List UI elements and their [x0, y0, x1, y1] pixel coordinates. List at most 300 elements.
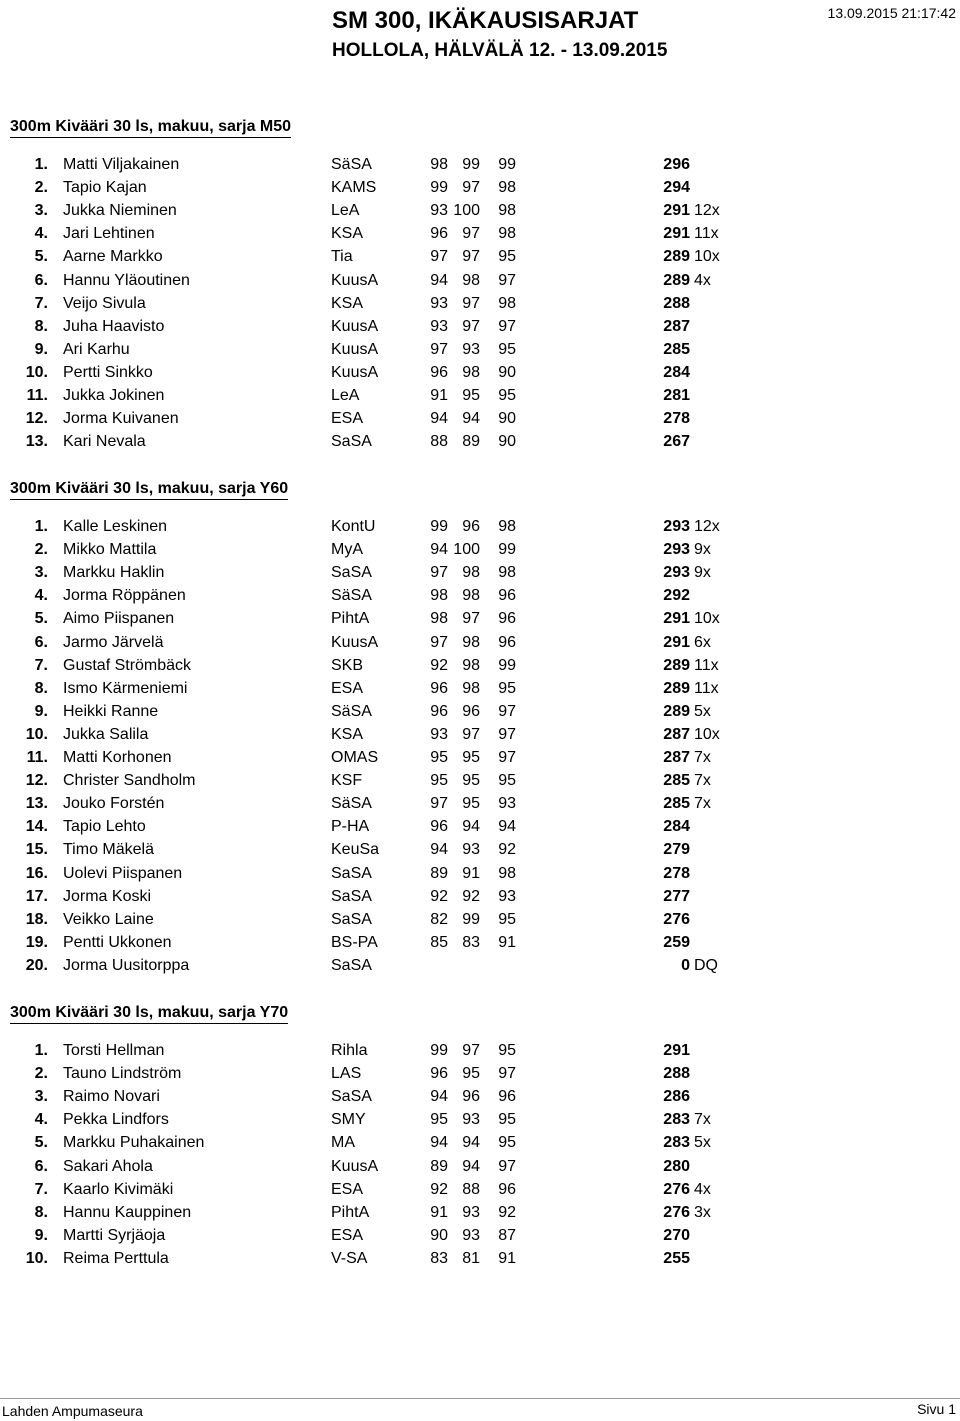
series-1-score: 94 — [430, 1134, 448, 1151]
result-row — [0, 199, 960, 222]
shooter-name: Jukka Salila — [63, 726, 149, 743]
series-3-score: 96 — [498, 634, 516, 651]
series-1-score: 98 — [430, 156, 448, 173]
result-row — [0, 176, 960, 199]
series-3-score: 96 — [498, 587, 516, 604]
rank: 11. — [26, 749, 48, 766]
result-row — [0, 561, 960, 584]
series-2-score: 95 — [462, 387, 480, 404]
series-3-score: 93 — [498, 888, 516, 905]
series-3-score: 95 — [498, 772, 516, 789]
series-2-score: 94 — [462, 1134, 480, 1151]
series-3-score: 96 — [498, 610, 516, 627]
total-score: 276 — [663, 1181, 690, 1198]
series-3-score: 95 — [498, 1042, 516, 1059]
shooter-name: Torsti Hellman — [63, 1042, 165, 1059]
series-3-score: 98 — [498, 179, 516, 196]
tiebreak-note: 11x — [694, 225, 719, 242]
series-1-score: 99 — [430, 518, 448, 535]
rank: 5. — [34, 610, 48, 627]
total-score: 291 — [663, 1042, 690, 1059]
shooter-name: Uolevi Piispanen — [63, 865, 183, 882]
club: KAMS — [331, 179, 377, 196]
total-score: 291 — [663, 634, 690, 651]
rank: 7. — [34, 1181, 48, 1198]
shooter-name: Jukka Nieminen — [63, 202, 177, 219]
shooter-name: Tauno Lindström — [63, 1065, 182, 1082]
series-1-score: 93 — [430, 726, 448, 743]
tiebreak-note: 11x — [694, 680, 719, 697]
series-1-score: 89 — [430, 1158, 448, 1175]
club: KuusA — [331, 341, 379, 358]
total-score: 291 — [663, 610, 690, 627]
series-2-score: 83 — [462, 934, 480, 951]
series-1-score: 99 — [430, 179, 448, 196]
result-row — [0, 1108, 960, 1131]
series-3-score: 96 — [498, 1181, 516, 1198]
series-1-score: 94 — [430, 541, 448, 558]
result-row — [0, 1062, 960, 1085]
section-title: 300m Kivääri 30 ls, makuu, sarja Y70 — [10, 1004, 288, 1024]
shooter-name: Jorma Kuivanen — [63, 410, 179, 427]
series-3-score: 97 — [498, 749, 516, 766]
series-3-score: 98 — [498, 564, 516, 581]
series-2-score: 92 — [462, 888, 480, 905]
series-1-score: 93 — [430, 295, 448, 312]
shooter-name: Markku Puhakainen — [63, 1134, 205, 1151]
rank: 3. — [34, 1088, 48, 1105]
series-3-score: 90 — [498, 410, 516, 427]
series-1-score: 83 — [430, 1250, 448, 1267]
total-score: 280 — [663, 1158, 690, 1175]
shooter-name: Timo Mäkelä — [63, 841, 154, 858]
total-score: 259 — [663, 934, 690, 951]
club: P-HA — [331, 818, 370, 835]
rank: 2. — [34, 179, 48, 196]
series-3-score: 95 — [498, 680, 516, 697]
club: KuusA — [331, 1158, 379, 1175]
series-1-score: 99 — [430, 1042, 448, 1059]
rank: 13. — [25, 795, 48, 812]
shooter-name: Sakari Ahola — [63, 1158, 153, 1175]
club: BS-PA — [331, 934, 378, 951]
tiebreak-note: 6x — [694, 634, 711, 651]
result-row — [0, 1039, 960, 1062]
tiebreak-note: 12x — [694, 202, 720, 219]
rank: 9. — [34, 341, 48, 358]
shooter-name: Pertti Sinkko — [63, 364, 153, 381]
series-1-score: 97 — [430, 248, 448, 265]
club: SKB — [331, 657, 364, 674]
shooter-name: Kaarlo Kivimäki — [63, 1181, 174, 1198]
rank: 4. — [34, 225, 48, 242]
shooter-name: Jorma Koski — [63, 888, 152, 905]
series-2-score: 94 — [462, 410, 480, 427]
total-score: 289 — [663, 703, 690, 720]
shooter-name: Aimo Piispanen — [63, 610, 175, 627]
series-2-score: 93 — [462, 1111, 480, 1128]
total-score: 276 — [663, 911, 690, 928]
rank: 10. — [25, 1250, 48, 1267]
rank: 18. — [25, 911, 48, 928]
rank: 3. — [34, 202, 48, 219]
club: ESA — [331, 410, 364, 427]
result-row — [0, 430, 960, 453]
series-1-score: 85 — [430, 934, 448, 951]
series-3-score: 97 — [498, 272, 516, 289]
series-2-score: 95 — [462, 749, 480, 766]
series-3-score: 98 — [498, 518, 516, 535]
series-2-score: 98 — [462, 657, 480, 674]
shooter-name: Pekka Lindfors — [63, 1111, 169, 1128]
series-2-score: 96 — [462, 703, 480, 720]
club: SäSA — [331, 795, 372, 812]
total-score: 267 — [663, 433, 690, 450]
club: SaSA — [331, 865, 372, 882]
shooter-name: Tapio Kajan — [63, 179, 147, 196]
tiebreak-note: 7x — [694, 772, 711, 789]
series-3-score: 97 — [498, 703, 516, 720]
total-score: 287 — [663, 749, 690, 766]
series-3-score: 98 — [498, 225, 516, 242]
rank: 19. — [25, 934, 48, 951]
shooter-name: Mikko Mattila — [63, 541, 157, 558]
club: ESA — [331, 680, 364, 697]
tiebreak-note: DQ — [694, 957, 718, 974]
shooter-name: Jukka Jokinen — [63, 387, 165, 404]
series-1-score: 96 — [430, 818, 448, 835]
series-3-score: 91 — [498, 1250, 516, 1267]
result-row — [0, 315, 960, 338]
series-1-score: 96 — [430, 1065, 448, 1082]
club: MyA — [331, 541, 363, 558]
series-2-score: 89 — [462, 433, 480, 450]
series-2-score: 97 — [462, 225, 480, 242]
rank: 15. — [25, 841, 48, 858]
rank: 10. — [25, 364, 48, 381]
shooter-name: Kalle Leskinen — [63, 518, 168, 535]
series-1-score: 88 — [430, 433, 448, 450]
shooter-name: Ari Karhu — [63, 341, 130, 358]
club: LeA — [331, 387, 360, 404]
shooter-name: Matti Korhonen — [63, 749, 172, 766]
club: KuusA — [331, 634, 379, 651]
series-1-score: 92 — [430, 657, 448, 674]
result-row — [0, 769, 960, 792]
series-2-score: 95 — [462, 1065, 480, 1082]
total-score: 289 — [663, 272, 690, 289]
total-score: 276 — [663, 1204, 690, 1221]
series-1-score: 95 — [430, 749, 448, 766]
series-3-score: 98 — [498, 202, 516, 219]
rank: 4. — [34, 1111, 48, 1128]
series-3-score: 94 — [498, 818, 516, 835]
rank: 8. — [34, 318, 48, 335]
series-3-score: 99 — [498, 657, 516, 674]
footer-page-number: Sivu 1 — [917, 1401, 956, 1417]
shooter-name: Markku Haklin — [63, 564, 165, 581]
result-row — [0, 1224, 960, 1247]
result-row — [0, 954, 960, 977]
tiebreak-note: 7x — [694, 795, 711, 812]
series-2-score: 97 — [462, 318, 480, 335]
total-score: 277 — [663, 888, 690, 905]
rank: 12. — [25, 772, 48, 789]
series-1-score: 95 — [430, 1111, 448, 1128]
series-2-score: 97 — [462, 610, 480, 627]
total-score: 288 — [663, 1065, 690, 1082]
tiebreak-note: 9x — [694, 541, 711, 558]
page-subtitle: HOLLOLA, HÄLVÄLÄ 12. - 13.09.2015 — [332, 40, 668, 61]
total-score: 286 — [663, 1088, 690, 1105]
club: KSA — [331, 726, 364, 743]
rank: 10. — [25, 726, 48, 743]
rank: 8. — [34, 680, 48, 697]
series-3-score: 90 — [498, 433, 516, 450]
club: SaSA — [331, 1088, 372, 1105]
series-1-score: 93 — [430, 202, 448, 219]
rank: 1. — [34, 1042, 48, 1059]
series-2-score: 96 — [462, 1088, 480, 1105]
tiebreak-note: 3x — [694, 1204, 711, 1221]
total-score: 283 — [663, 1134, 690, 1151]
total-score: 270 — [663, 1227, 690, 1244]
series-2-score: 91 — [462, 865, 480, 882]
series-2-score: 94 — [462, 818, 480, 835]
result-row — [0, 746, 960, 769]
club: KuusA — [331, 318, 379, 335]
series-1-score: 94 — [430, 410, 448, 427]
total-score: 289 — [663, 680, 690, 697]
shooter-name: Hannu Yläoutinen — [63, 272, 190, 289]
total-score: 283 — [663, 1111, 690, 1128]
rank: 6. — [34, 272, 48, 289]
club: KuusA — [331, 364, 379, 381]
series-2-score: 100 — [453, 202, 480, 219]
series-2-score: 93 — [462, 1204, 480, 1221]
result-row — [0, 222, 960, 245]
series-2-score: 94 — [462, 1158, 480, 1175]
rank: 20. — [25, 957, 48, 974]
rank: 6. — [34, 634, 48, 651]
shooter-name: Matti Viljakainen — [63, 156, 180, 173]
series-2-score: 88 — [462, 1181, 480, 1198]
series-1-score: 98 — [430, 610, 448, 627]
series-1-score: 89 — [430, 865, 448, 882]
rank: 5. — [34, 248, 48, 265]
series-3-score: 91 — [498, 934, 516, 951]
series-2-score: 97 — [462, 295, 480, 312]
result-row — [0, 677, 960, 700]
series-2-score: 93 — [462, 341, 480, 358]
club: SaSA — [331, 564, 372, 581]
series-2-score: 81 — [462, 1250, 480, 1267]
rank: 1. — [34, 156, 48, 173]
rank: 5. — [34, 1134, 48, 1151]
club: SäSA — [331, 587, 372, 604]
club: KSA — [331, 225, 364, 242]
tiebreak-note: 10x — [694, 248, 720, 265]
series-1-score: 97 — [430, 564, 448, 581]
series-2-score: 97 — [462, 1042, 480, 1059]
club: PihtA — [331, 610, 370, 627]
result-row — [0, 1131, 960, 1154]
series-3-score: 97 — [498, 318, 516, 335]
series-2-score: 98 — [462, 364, 480, 381]
result-row — [0, 292, 960, 315]
series-2-score: 98 — [462, 272, 480, 289]
shooter-name: Jouko Forstén — [63, 795, 165, 812]
club: V-SA — [331, 1250, 368, 1267]
series-1-score: 97 — [430, 795, 448, 812]
rank: 13. — [25, 433, 48, 450]
club: Rihla — [331, 1042, 368, 1059]
series-3-score: 98 — [498, 865, 516, 882]
result-row — [0, 584, 960, 607]
series-2-score: 93 — [462, 841, 480, 858]
rank: 2. — [34, 541, 48, 558]
total-score: 289 — [663, 657, 690, 674]
result-row — [0, 515, 960, 538]
result-row — [0, 631, 960, 654]
total-score: 284 — [663, 818, 690, 835]
club: SaSA — [331, 957, 372, 974]
series-2-score: 98 — [462, 634, 480, 651]
result-row — [0, 815, 960, 838]
result-row — [0, 1201, 960, 1224]
club: SaSA — [331, 888, 372, 905]
tiebreak-note: 4x — [694, 1181, 711, 1198]
total-score: 293 — [663, 541, 690, 558]
rank: 2. — [34, 1065, 48, 1082]
series-3-score: 90 — [498, 364, 516, 381]
series-3-score: 98 — [498, 295, 516, 312]
result-row — [0, 792, 960, 815]
series-1-score: 91 — [430, 1204, 448, 1221]
shooter-name: Kari Nevala — [63, 433, 146, 450]
result-row — [0, 1085, 960, 1108]
series-2-score: 98 — [462, 587, 480, 604]
series-3-score: 95 — [498, 248, 516, 265]
total-score: 292 — [663, 587, 690, 604]
result-row — [0, 245, 960, 268]
shooter-name: Martti Syrjäoja — [63, 1227, 166, 1244]
series-1-score: 94 — [430, 272, 448, 289]
rank: 9. — [34, 703, 48, 720]
rank: 14. — [25, 818, 48, 835]
total-score: 296 — [663, 156, 690, 173]
total-score: 278 — [663, 410, 690, 427]
series-3-score: 96 — [498, 1088, 516, 1105]
total-score: 294 — [663, 179, 690, 196]
rank: 8. — [34, 1204, 48, 1221]
rank: 7. — [34, 295, 48, 312]
shooter-name: Ismo Kärmeniemi — [63, 680, 188, 697]
shooter-name: Jorma Uusitorppa — [63, 957, 190, 974]
result-row — [0, 338, 960, 361]
series-1-score: 96 — [430, 225, 448, 242]
total-score: 284 — [663, 364, 690, 381]
result-row — [0, 862, 960, 885]
series-1-score: 82 — [430, 911, 448, 928]
result-row — [0, 1247, 960, 1270]
result-row — [0, 361, 960, 384]
club: SäSA — [331, 156, 372, 173]
series-1-score: 97 — [430, 341, 448, 358]
series-1-score: 97 — [430, 634, 448, 651]
rank: 12. — [25, 410, 48, 427]
club: ESA — [331, 1181, 364, 1198]
club: KeuSa — [331, 841, 380, 858]
series-1-score: 95 — [430, 772, 448, 789]
total-score: 291 — [663, 225, 690, 242]
club: KSF — [331, 772, 363, 789]
result-row — [0, 931, 960, 954]
total-score: 255 — [663, 1250, 690, 1267]
series-1-score: 96 — [430, 703, 448, 720]
total-score: 287 — [663, 318, 690, 335]
rank: 4. — [34, 587, 48, 604]
result-row — [0, 700, 960, 723]
result-row — [0, 384, 960, 407]
footer-divider — [0, 1398, 960, 1399]
series-1-score: 90 — [430, 1227, 448, 1244]
print-timestamp: 13.09.2015 21:17:42 — [827, 5, 956, 21]
series-2-score: 99 — [462, 156, 480, 173]
club: PihtA — [331, 1204, 370, 1221]
shooter-name: Veikko Laine — [63, 911, 154, 928]
result-row — [0, 1178, 960, 1201]
result-row — [0, 538, 960, 561]
total-score: 293 — [663, 564, 690, 581]
shooter-name: Hannu Kauppinen — [63, 1204, 192, 1221]
club: OMAS — [331, 749, 379, 766]
series-2-score: 97 — [462, 248, 480, 265]
series-1-score: 94 — [430, 841, 448, 858]
total-score: 285 — [663, 341, 690, 358]
tiebreak-note: 7x — [694, 749, 711, 766]
total-score: 288 — [663, 295, 690, 312]
result-row — [0, 1155, 960, 1178]
series-1-score: 92 — [430, 888, 448, 905]
tiebreak-note: 4x — [694, 272, 711, 289]
series-2-score: 97 — [462, 179, 480, 196]
series-3-score: 97 — [498, 726, 516, 743]
club: SMY — [331, 1111, 366, 1128]
series-2-score: 98 — [462, 680, 480, 697]
series-1-score: 91 — [430, 387, 448, 404]
series-1-score: 94 — [430, 1088, 448, 1105]
shooter-name: Heikki Ranne — [63, 703, 159, 720]
club: Tia — [331, 248, 353, 265]
club: SaSA — [331, 911, 372, 928]
club: KuusA — [331, 272, 379, 289]
shooter-name: Raimo Novari — [63, 1088, 160, 1105]
series-1-score: 96 — [430, 680, 448, 697]
series-3-score: 97 — [498, 1158, 516, 1175]
series-1-score: 93 — [430, 318, 448, 335]
shooter-name: Aarne Markko — [63, 248, 163, 265]
tiebreak-note: 10x — [694, 610, 720, 627]
club: LeA — [331, 202, 360, 219]
rank: 6. — [34, 1158, 48, 1175]
club: SaSA — [331, 433, 372, 450]
tiebreak-note: 12x — [694, 518, 720, 535]
series-2-score: 95 — [462, 772, 480, 789]
total-score: 285 — [663, 795, 690, 812]
series-2-score: 95 — [462, 795, 480, 812]
tiebreak-note: 7x — [694, 1111, 711, 1128]
